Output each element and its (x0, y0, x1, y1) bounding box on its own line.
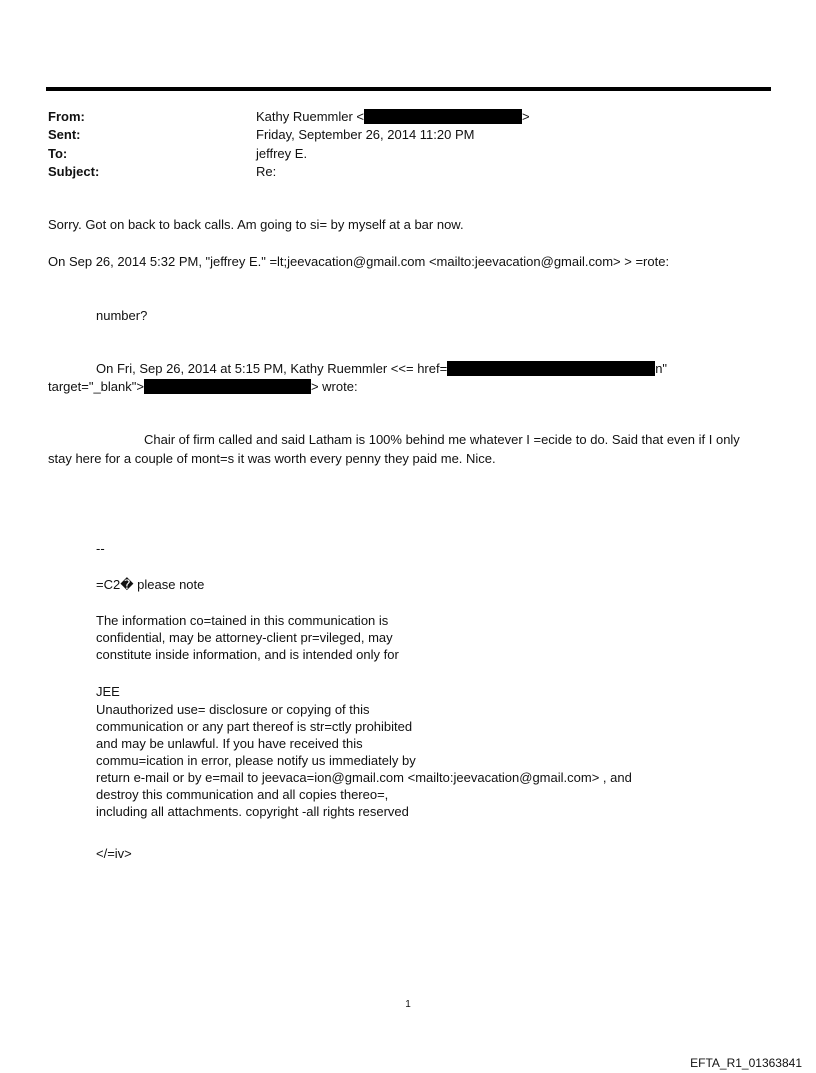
quote2-text-line1: Chair of firm called and said Latham is 100% behind me whatever I =ecide to do. Said that even if I only (144, 432, 740, 447)
signature-dashes: -- (96, 541, 105, 556)
bates-number: EFTA_R1_01363841 (690, 1056, 802, 1070)
from-tail: > (522, 109, 530, 124)
quote2-header-d: > wrote: (310, 379, 358, 394)
from-name: Kathy Ruemmler < (256, 109, 365, 124)
disclaimer-line: confidential, may be attorney-client pr=vileged, may (96, 630, 393, 645)
disclaimer-para1 (96, 612, 399, 663)
quote2-header-line2 (48, 378, 358, 395)
subject-value: Re: (256, 164, 277, 179)
disclaimer-line: and may be unlawful. If you have received this (96, 736, 363, 751)
disclaimer-line: The information co=tained in this communication is (96, 613, 389, 628)
disclaimer-para2 (96, 701, 632, 820)
to-label: To: (48, 146, 68, 161)
subject-label: Subject: (48, 164, 100, 179)
sent-label: Sent: (48, 127, 81, 142)
disclaimer-line: return e-mail or by e=mail to jeevaca=ion@gmail.com <mailto:jeevacation@gmail.com> , and (96, 770, 632, 785)
signature-note: =C2� please note (96, 577, 205, 592)
quote2-text-line2: stay here for a couple of mont=s it was worth every penny they paid me. Nice. (48, 451, 496, 466)
closing-tag: </=iv> (96, 846, 132, 861)
page-number: 1 (405, 999, 411, 1010)
sent-value: Friday, September 26, 2014 11:20 PM (256, 127, 475, 142)
disclaimer-line: Unauthorized use= disclosure or copying of this (96, 702, 370, 717)
redaction-box (144, 379, 311, 394)
header-divider (46, 87, 771, 91)
redaction-box (364, 109, 522, 124)
disclaimer-line: commu=ication in error, please notify us immediately by (96, 753, 416, 768)
quote2-header-line1 (96, 360, 667, 377)
redaction-box (447, 361, 655, 376)
quote1-text: number? (96, 308, 148, 323)
disclaimer-line: destroy this communication and all copies thereo=, (96, 787, 389, 802)
reply-line: Sorry. Got on back to back calls. Am going to si= by myself at a bar now. (48, 217, 464, 232)
from-label: From: (48, 109, 85, 124)
from-value (256, 108, 530, 125)
to-value: jeffrey E. (256, 146, 308, 161)
quote2-header-b: n" (655, 361, 668, 376)
quote2-header-c: target="_blank"> (48, 379, 144, 394)
disclaimer-line: communication or any part thereof is str=ctly prohibited (96, 719, 413, 734)
disclaimer-line: including all attachments. copyright -all rights reserved (96, 804, 409, 819)
quote2-header-a: On Fri, Sep 26, 2014 at 5:15 PM, Kathy Ruemmler <<= href= (96, 361, 448, 376)
signature-jee: JEE (96, 684, 120, 699)
quote1-header: On Sep 26, 2014 5:32 PM, "jeffrey E." =lt;jeevacation@gmail.com <mailto:jeevacation@gmail.com> > =rote: (48, 254, 670, 269)
disclaimer-line: constitute inside information, and is intended only for (96, 647, 399, 662)
